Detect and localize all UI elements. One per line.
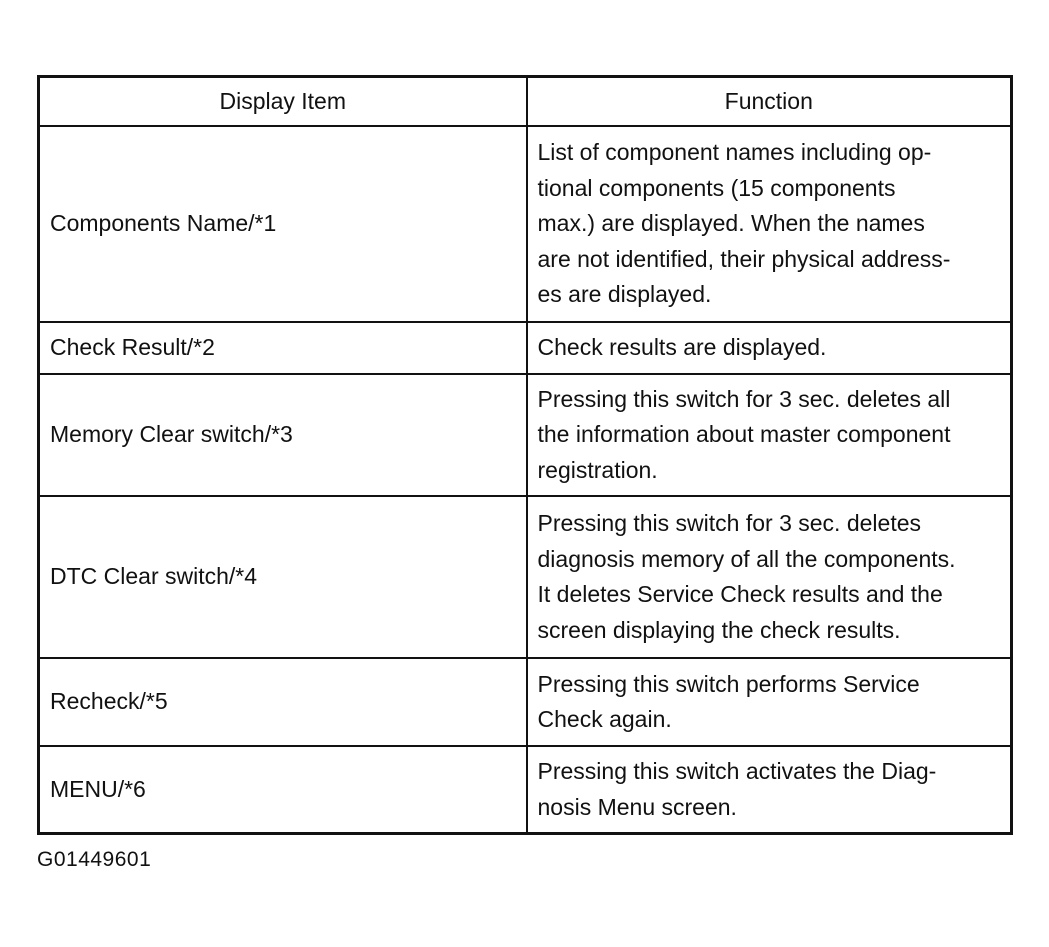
row-item: Check Result/*2 [39,322,527,374]
row-item: Components Name/*1 [39,126,527,322]
row-item: Memory Clear switch/*3 [39,374,527,497]
table-header-row [39,77,1012,127]
table-row [39,496,1012,658]
figure-id: G01449601 [37,848,152,871]
table-row [39,322,1012,374]
function-line: List of component names including op- [537,139,932,166]
function-line: Pressing this switch for 3 sec. deletes all [537,385,951,412]
function-line: nosis Menu screen. [537,793,737,820]
function-line: es are displayed. [537,281,712,308]
table-row [39,126,1012,322]
function-line: Pressing this switch performs Service [537,670,920,697]
function-line: It deletes Service Check results and the [537,581,943,607]
function-line: tional components (15 components [537,174,896,201]
function-line: Check again. [537,706,672,732]
row-function [527,496,1012,658]
table-row [39,374,1012,497]
function-line: diagnosis memory of all the components. [537,545,956,572]
function-line: Pressing this switch for 3 sec. deletes [537,510,921,536]
row-function [527,374,1012,497]
function-line: registration. [537,456,658,483]
function-line: the information about master component [537,421,951,447]
row-function [527,322,1012,374]
table-row [39,658,1012,746]
row-function [527,658,1012,746]
row-item: MENU/*6 [39,746,527,834]
function-line: are not identified, their physical address- [537,245,951,272]
function-line: Pressing this switch activates the Diag- [537,758,937,784]
row-item: DTC Clear switch/*4 [39,496,527,658]
display-item-table [37,75,1013,835]
function-line: screen displaying the check results. [537,616,901,643]
header-function: Function [527,77,1012,127]
header-display-item: Display Item [39,77,527,127]
row-item: Recheck/*5 [39,658,527,746]
function-line: max.) are displayed. When the names [537,210,925,237]
row-function [527,746,1012,834]
table-row [39,746,1012,834]
function-line: Check results are displayed. [537,334,827,360]
row-function [527,126,1012,322]
